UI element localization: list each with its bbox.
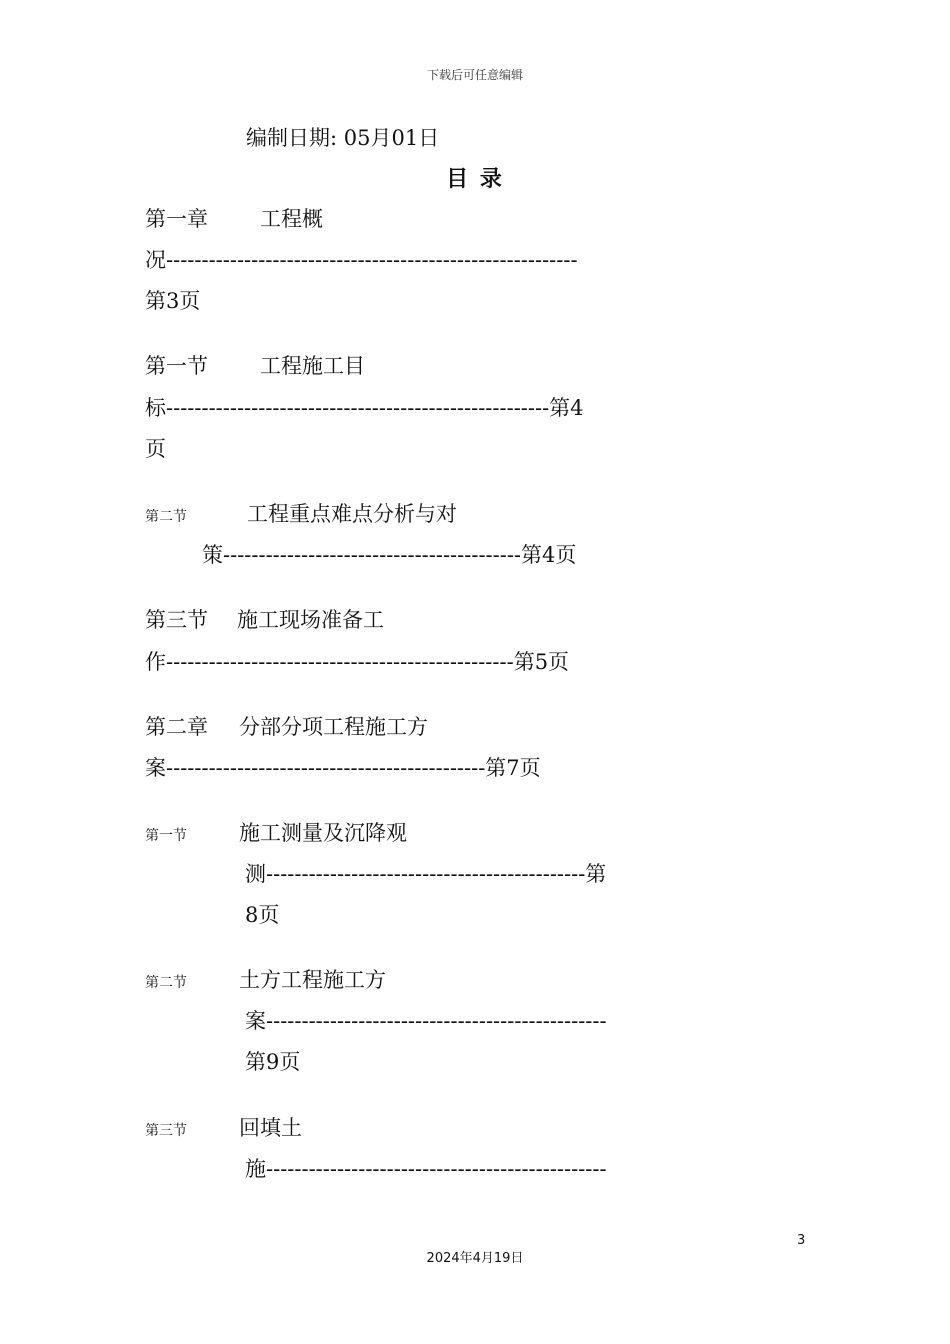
toc-entry-leader: 案---------------------------------------------第7页 — [145, 756, 541, 780]
toc-entry-leader: 策------------------------------------------第4页 — [202, 543, 577, 567]
toc-entry-leader: 作-------------------------------------------------第5页 — [145, 650, 570, 674]
toc-entry-leader: 标------------------------------------------------------第4 — [145, 396, 584, 420]
toc-entry-label: 第二节 — [145, 509, 187, 525]
toc-entry-label: 第一节 — [145, 354, 208, 378]
toc-entry-title: 工程重点难点分析与对 — [247, 502, 457, 526]
toc-entry-label: 第二章 — [145, 715, 208, 739]
toc-entry-page: 页 — [145, 437, 166, 461]
toc-title: 目 录 — [446, 166, 504, 192]
toc-entry-title: 回填土 — [239, 1116, 302, 1140]
toc-entry-leader: 案------------------------------------------------ — [245, 1009, 607, 1033]
toc-entry-title: 工程施工目 — [260, 354, 365, 378]
toc-entry-leader: 测---------------------------------------------第 — [245, 862, 607, 886]
toc-entry-page: 第9页 — [245, 1050, 301, 1074]
toc-entry-title: 工程概 — [260, 207, 323, 231]
toc-entry-label: 第二节 — [145, 975, 187, 991]
toc-entry-label: 第三节 — [145, 608, 208, 632]
toc-entry-title: 施工测量及沉降观 — [239, 821, 407, 845]
toc-entry-label: 第一章 — [145, 207, 208, 231]
page-number: 3 — [797, 1233, 806, 1248]
compile-date: 编制日期: 05月01日 — [246, 126, 440, 150]
toc-entry-page: 8页 — [245, 903, 280, 927]
footer-date: 2024年4月19日 — [426, 1251, 524, 1266]
toc-entry-label: 第一节 — [145, 828, 187, 844]
toc-entry-title: 土方工程施工方 — [239, 968, 386, 992]
toc-entry-page: 第3页 — [145, 289, 201, 313]
toc-entry-label: 第三节 — [145, 1123, 187, 1139]
toc-entry-title: 分部分项工程施工方 — [239, 715, 428, 739]
page-header: 下载后可任意编辑 — [426, 68, 523, 82]
toc-entry-leader: 况---------------------------------------------------------- — [145, 248, 578, 272]
toc-entry-title: 施工现场准备工 — [237, 608, 384, 632]
toc-entry-leader: 施------------------------------------------------ — [245, 1157, 607, 1181]
